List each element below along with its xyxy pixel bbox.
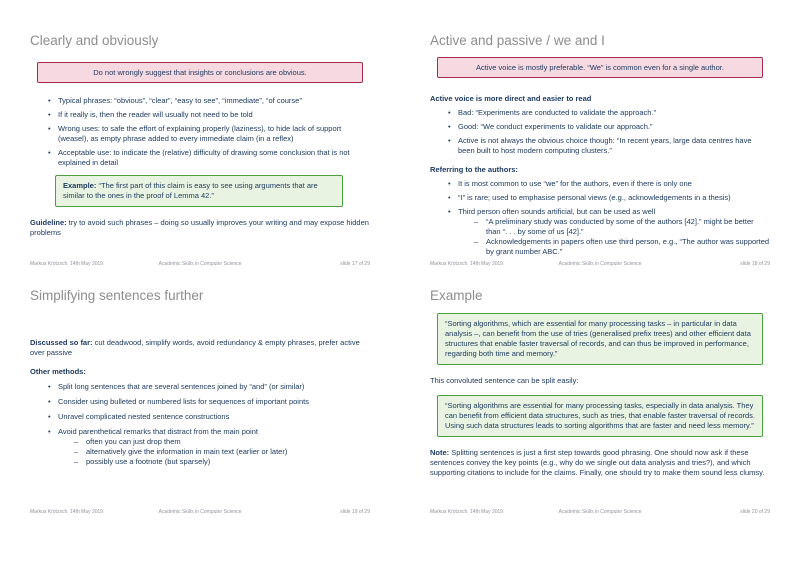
note-paragraph <box>430 448 770 478</box>
bullet-text: “I” is rare; used to emphasise personal views (e.g., acknowledgements in a thesis) <box>458 193 731 202</box>
bullet-list <box>30 382 370 467</box>
bullet-text: Bad: “Experiments are conducted to validate the approach.” <box>458 108 657 117</box>
dash-marker: – <box>74 457 79 466</box>
bullet-item <box>430 179 770 189</box>
bullet-item <box>430 136 770 156</box>
bullet-marker: • <box>448 122 451 131</box>
quote-box-split <box>437 395 763 437</box>
alert-box <box>37 62 363 83</box>
footer-course: Academic Skills in Computer Science <box>158 261 242 267</box>
slide-footer <box>30 261 370 268</box>
sub-bullet-item <box>430 217 770 237</box>
bullet-item <box>30 412 370 422</box>
footer-course: Academic Skills in Computer Science <box>558 261 642 267</box>
example-text: “The first part of this claim is easy to see using arguments that are similar to the ones in the proof of Lemma 42.” <box>63 181 318 200</box>
footer-author: Markus Krötzsch, 14th May 2019 <box>30 261 104 267</box>
bullet-text: Typical phrases: “obvious”, “clear”, “easy to see”, “immediate”, “of course” <box>58 96 302 105</box>
bullet-marker: • <box>448 136 451 145</box>
footer-page-number: slide 18 of 29 <box>740 261 770 267</box>
bullet-text: Third person often sounds artificial, but can be used as well <box>458 207 656 216</box>
bullet-list <box>430 108 770 156</box>
bullet-marker: • <box>48 96 51 105</box>
bullet-marker: • <box>48 148 51 157</box>
bullet-text: If it really is, then the reader will usually not need to be told <box>58 110 253 119</box>
slide-footer <box>430 509 770 516</box>
bullet-item <box>430 207 770 217</box>
footer-course: Academic Skills in Computer Science <box>558 509 642 515</box>
footer-page-number: slide 17 of 29 <box>340 261 370 267</box>
footer-page-number: slide 19 of 29 <box>340 509 370 515</box>
bullet-text: Active is not always the obvious choice though: “In recent years, large data centres have been built to host modern computing clusters.” <box>458 136 752 155</box>
bullet-list <box>430 179 770 257</box>
note-text: Splitting sentences is just a first step towards good phrasing. One should now ask if these sentences convey the key points (e.g., why do we single out data analysis and tries?), and which supporting citations to include for the claims. Finally, one should try to make them sound less clumsy. <box>430 448 765 477</box>
alert-box <box>437 57 763 78</box>
alert-text: Active voice is mostly preferable. “We” is common even for a single author. <box>476 62 724 72</box>
bullet-text: Consider using bulleted or numbered lists for sequences of important points <box>58 397 309 406</box>
example-box <box>55 175 343 207</box>
bullet-text: Split long sentences that are several sentences joined by “and” (or similar) <box>58 382 305 391</box>
quote-text: “Sorting algorithms are essential for many processing tasks, especially in data analysis. They can benefit from efficient data structures, such as tries, that enable faster traversal of records. Using such data structures leads to sorting algorithms that are faster and need less memory.” <box>445 401 756 430</box>
dash-marker: – <box>474 237 479 246</box>
slide-19 <box>30 288 370 516</box>
sub-bullet-text: alternatively give the information in main text (earlier or later) <box>86 447 288 456</box>
bullet-item <box>30 110 370 120</box>
bullet-text: Acceptable use: to indicate the (relative) difficulty of drawing some conclusion that is not explained in detail <box>58 148 350 167</box>
bullet-marker: • <box>48 124 51 133</box>
bullet-text: Good: “We conduct experiments to validate our approach.” <box>458 122 653 131</box>
section-heading: Other methods: <box>30 367 86 376</box>
sub-bullet-text: Acknowledgements in papers often use third person, e.g., “The author was supported by grant number ABC.” <box>486 237 770 256</box>
quote-box-convoluted <box>437 313 763 365</box>
slide-title: Active and passive / we and I <box>430 33 605 48</box>
dash-marker: – <box>74 447 79 456</box>
lead-paragraph <box>30 338 370 358</box>
bullet-item <box>30 124 370 144</box>
bullet-text: Avoid parenthetical remarks that distract from the main point <box>58 427 258 436</box>
sub-bullet-item <box>30 457 370 467</box>
sub-bullet-item <box>30 447 370 457</box>
footer-page-number: slide 20 of 29 <box>740 509 770 515</box>
bullet-marker: • <box>448 108 451 117</box>
slide-17 <box>30 33 370 268</box>
bullet-item <box>30 148 370 168</box>
slide-title: Simplifying sentences further <box>30 288 204 303</box>
footer-course: Academic Skills in Computer Science <box>158 509 242 515</box>
slide-18 <box>430 33 770 268</box>
dash-marker: – <box>74 437 79 446</box>
bullet-marker: • <box>48 412 51 421</box>
bullet-text: Unravel complicated nested sentence constructions <box>58 412 230 421</box>
bullet-item <box>30 397 370 407</box>
footer-author: Markus Krötzsch, 14th May 2019 <box>430 261 504 267</box>
between-text: This convoluted sentence can be split easily: <box>430 376 579 385</box>
example-label: Example: <box>63 181 97 190</box>
alert-text: Do not wrongly suggest that insights or conclusions are obvious. <box>93 67 307 77</box>
sub-bullet-item <box>30 437 370 447</box>
sub-bullet-text: possibly use a footnote (but sparsely) <box>86 457 211 466</box>
slide-footer <box>30 509 370 516</box>
bullet-item <box>30 427 370 437</box>
slide-footer <box>430 261 770 268</box>
bullet-marker: • <box>48 110 51 119</box>
sub-bullet-item <box>430 237 770 257</box>
lead-label: Discussed so far: <box>30 338 93 347</box>
bullet-marker: • <box>48 397 51 406</box>
lead-text: cut deadwood, simplify words, avoid redundancy & empty phrases, prefer active over passive <box>30 338 360 357</box>
quote-text: “Sorting algorithms, which are essential for many processing tasks – in particular in data analysis –, can benefit from the use of tries (generalised prefix trees) and other efficient data structures that enable faster traversal of records, and can thus be improved in performance, regarding both time and memory.” <box>445 319 751 358</box>
sub-bullet-text: “A preliminary study was conducted by some of the authors [42].” might be better than “. . . by some of us [42].” <box>486 217 754 236</box>
bullet-list <box>30 96 370 168</box>
bullet-marker: • <box>448 179 451 188</box>
bullet-item <box>430 122 770 132</box>
bullet-marker: • <box>48 382 51 391</box>
section-heading: Active voice is more direct and easier to read <box>430 94 592 103</box>
guideline-label: Guideline: <box>30 218 67 227</box>
bullet-marker: • <box>448 193 451 202</box>
slide-title: Clearly and obviously <box>30 33 159 48</box>
bullet-item <box>30 96 370 106</box>
footer-author: Markus Krötzsch, 14th May 2019 <box>430 509 504 515</box>
bullet-text: Wrong uses: to safe the effort of explaining properly (laziness), to hide lack of support (weasel), as empty phrase added to every immediate claim (in a reflex) <box>58 124 342 143</box>
slide-title: Example <box>430 288 483 303</box>
bullet-item <box>430 108 770 118</box>
section-heading: Referring to the authors: <box>430 165 518 174</box>
guideline-paragraph <box>30 218 370 238</box>
sub-bullet-text: often you can just drop them <box>86 437 181 446</box>
slide-20 <box>430 288 770 516</box>
bullet-item <box>30 382 370 392</box>
dash-marker: – <box>474 217 479 226</box>
footer-author: Markus Krötzsch, 14th May 2019 <box>30 509 104 515</box>
note-label: Note: <box>430 448 450 457</box>
bullet-marker: • <box>448 207 451 216</box>
bullet-item <box>430 193 770 203</box>
bullet-text: It is most common to use “we” for the authors, even if there is only one <box>458 179 692 188</box>
bullet-marker: • <box>48 427 51 436</box>
guideline-text: try to avoid such phrases – doing so usually improves your writing and may expose hidden problems <box>30 218 369 237</box>
